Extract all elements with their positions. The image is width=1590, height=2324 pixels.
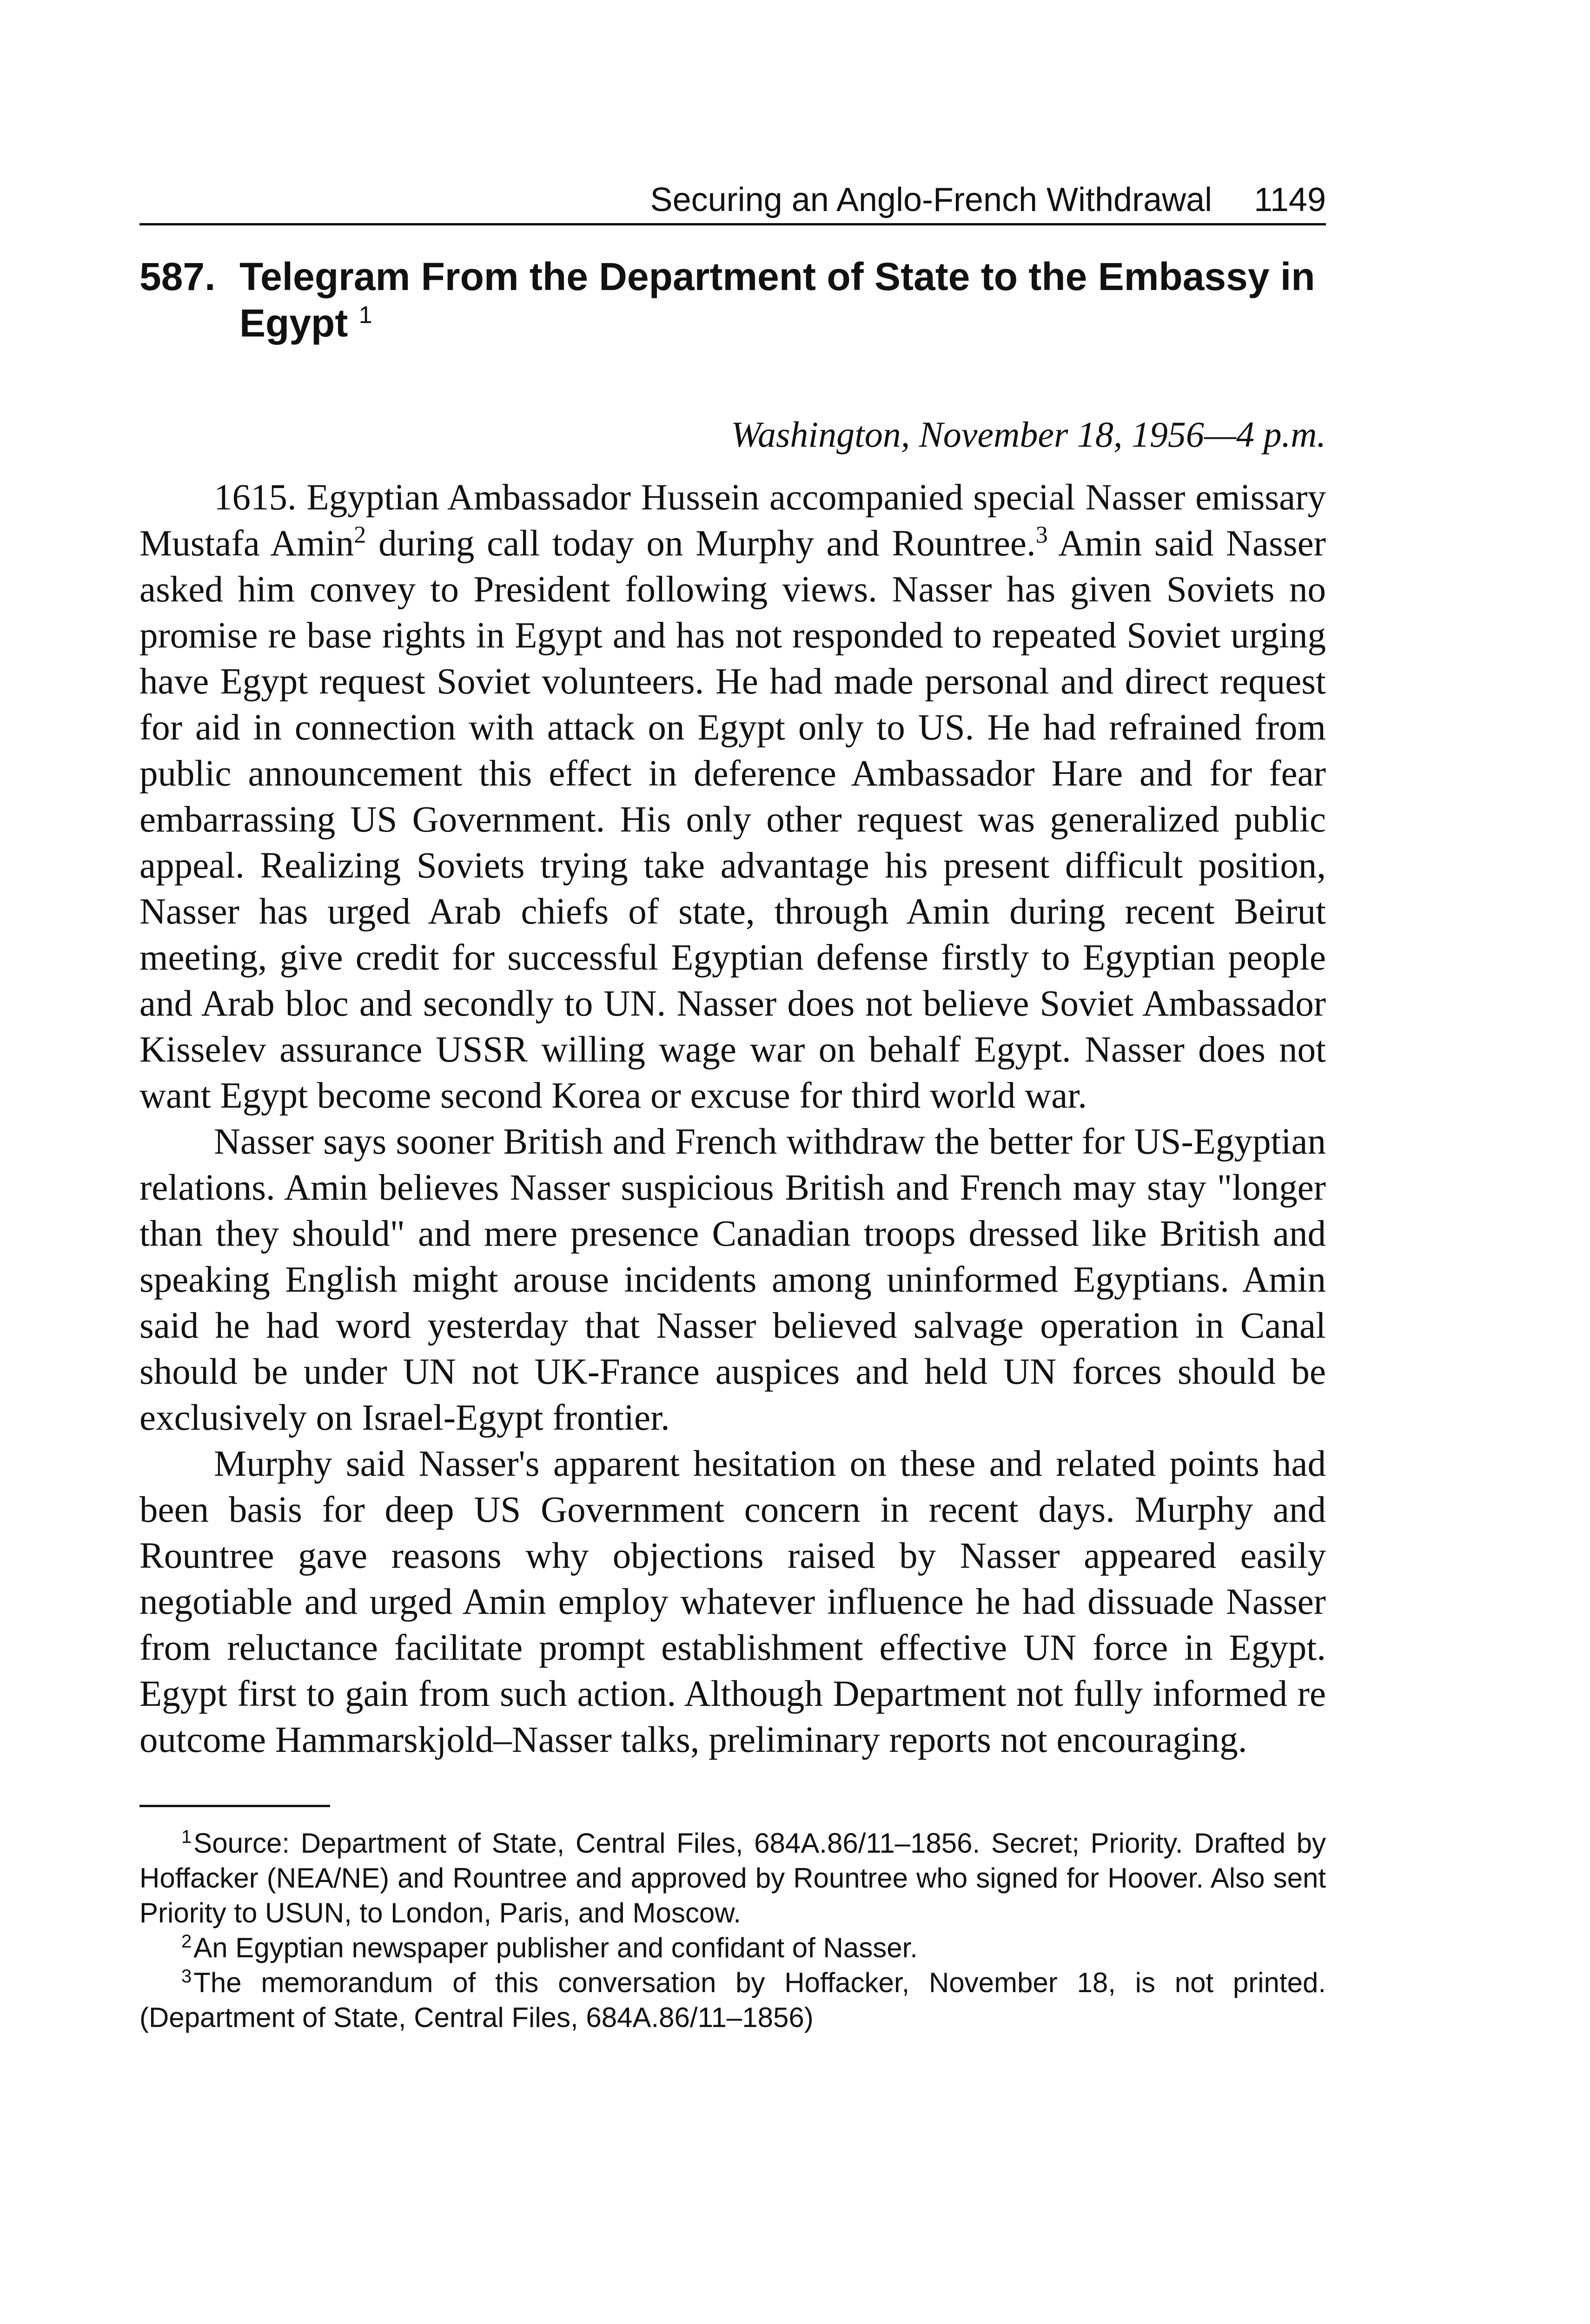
footnote-number: 3 bbox=[181, 1966, 192, 1987]
footnote-text: Source: Department of State, Central Files, 684A.86/11–1856. Secret; Priority. Drafted by Hoffacker (NEA/NE) and Rountree and approved by Rountree who signed for Hoover. Also sent Priority to USUN, to London, Paris, and Moscow. bbox=[139, 1828, 1326, 1928]
footnote-1 bbox=[139, 1826, 1326, 1930]
footnote-ref-1: 1 bbox=[358, 302, 372, 329]
footnote-text: The memorandum of this conversation by Hoffacker, November 18, is not printed. (Department of State, Central Files, 684A.86/11–1856) bbox=[139, 1967, 1326, 2033]
footnote-ref-2: 2 bbox=[354, 522, 366, 548]
document-heading bbox=[139, 253, 1326, 346]
dateline: Washington, November 18, 1956—4 p.m. bbox=[731, 414, 1326, 455]
running-head bbox=[139, 177, 1326, 225]
footnote-text: An Egyptian newspaper publisher and confidant of Nasser. bbox=[193, 1932, 918, 1963]
document-page bbox=[139, 177, 1326, 2035]
document-title-block bbox=[239, 253, 1326, 346]
paragraph-1 bbox=[139, 475, 1326, 1119]
document-number: 587. bbox=[139, 255, 216, 298]
telegram-body bbox=[139, 475, 1326, 1763]
footnote-number: 1 bbox=[181, 1827, 192, 1847]
page-number: 1149 bbox=[1254, 181, 1326, 218]
document-title: Telegram From the Department of State to the Embassy in Egypt bbox=[239, 255, 1315, 345]
paragraph-3: Murphy said Nasser's apparent hesitation on these and related points had been basis for deep US Government concern in recent days. Murphy and Rountree gave reasons why objections raised by Nasser appeared easily negotiable and urged Amin employ whatever influence he had dissuade Nasser from reluctance facilitate prompt establishment effective UN force in Egypt. Egypt first to gain from such action. Although Department not fully informed re outcome Hammarskjold–Nasser talks, preliminary reports not encouraging. bbox=[139, 1444, 1326, 1760]
paragraph-1-text-a: 1615. Egyptian Ambassador Hussein accompanied special Nasser emissary Mustafa Amin bbox=[139, 477, 1326, 564]
running-head-title: Securing an Anglo-French Withdrawal bbox=[650, 181, 1212, 218]
paragraph-2: Nasser says sooner British and French withdraw the better for US-Egyptian relations. Amin believes Nasser suspicious British and French may stay "longer than they should" and mere presence Canadian troops dressed like British and speaking English might arouse incidents among uninformed Egyptians. Amin said he had word yesterday that Nasser believed salvage operation in Canal should be under UN not UK-France auspices and held UN forces should be exclusively on Israel-Egypt frontier. bbox=[139, 1122, 1326, 1438]
footnote-divider bbox=[139, 1805, 330, 1807]
footnotes bbox=[139, 1826, 1326, 2035]
paragraph-1-text-c: Amin said Nasser asked him convey to President following views. Nasser has given Soviets no promise re base rights in Egypt and has not responded to repeated Soviet urging have Egypt request Soviet volunteers. He had made personal and direct request for aid in connection with attack on Egypt only to US. He had refrained from public announcement this effect in deference Ambassador Hare and for fear embarrassing US Government. His only other request was generalized public appeal. Realizing Soviets trying take advantage his present difficult position, Nasser has urged Arab chiefs of state, through Amin during recent Beirut meeting, give credit for successful Egyptian defense firstly to Egyptian people and Arab bloc and secondly to UN. Nasser does not believe Soviet Ambassador Kisselev assurance USSR willing wage war on behalf Egypt. Nasser does not want Egypt become second Korea or excuse for third world war. bbox=[139, 523, 1326, 1116]
footnote-ref-3: 3 bbox=[1035, 522, 1048, 548]
paragraph-1-text-b: during call today on Murphy and Rountree. bbox=[366, 523, 1036, 564]
footnote-3 bbox=[139, 1965, 1326, 2035]
footnote-number: 2 bbox=[181, 1931, 192, 1952]
footnote-2 bbox=[139, 1930, 1326, 1965]
